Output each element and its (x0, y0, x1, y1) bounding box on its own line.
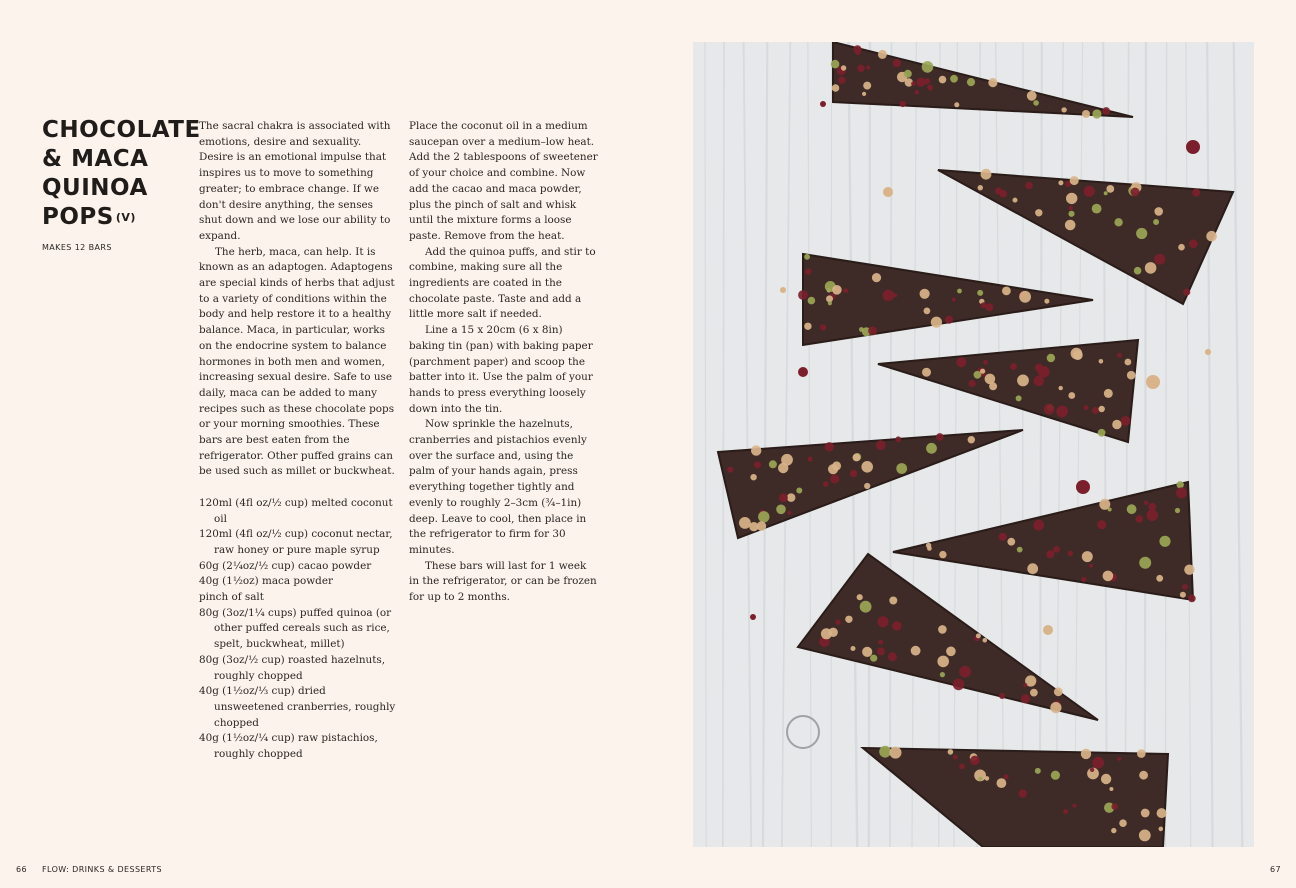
topping (751, 445, 761, 455)
topping (988, 78, 997, 87)
topping (1058, 180, 1063, 185)
topping (1184, 565, 1194, 575)
topping (750, 474, 756, 480)
topping (1019, 789, 1027, 797)
topping (1098, 429, 1106, 437)
ingredient-item: 40g (1½oz/⅓ cup) dried unsweetened cranberries, roughly chopped (199, 685, 396, 729)
topping (868, 326, 877, 335)
running-head: FLOW: DRINKS & DESSERTS (42, 865, 163, 874)
loose-nut (1043, 625, 1053, 635)
topping (922, 61, 934, 73)
topping (1082, 551, 1093, 562)
topping (1117, 757, 1121, 761)
topping (1119, 819, 1127, 827)
topping (954, 102, 959, 107)
topping (860, 601, 872, 613)
topping (1154, 207, 1163, 216)
topping (1069, 206, 1073, 210)
topping (776, 505, 786, 515)
topping (1027, 563, 1038, 574)
recipe-photo (693, 42, 1254, 847)
topping (1153, 219, 1159, 225)
topping (895, 436, 901, 442)
topping (1121, 416, 1131, 426)
topping (1084, 189, 1088, 193)
topping (1111, 828, 1116, 833)
topping (1182, 584, 1188, 590)
topping (829, 628, 838, 637)
topping (877, 647, 885, 655)
topping (985, 776, 990, 781)
intro-paragraph: The sacral chakra is associated with emotions, desire and sexuality. Desire is an emotional impulse that inspires us to move to something greater; to embrace change. If we don't desire anything, the senses shut down and we lose our ability to expand. (199, 120, 391, 242)
topping (841, 65, 846, 70)
topping (889, 597, 897, 605)
topping (855, 50, 860, 55)
topping (915, 90, 920, 95)
topping (870, 655, 877, 662)
topping (1099, 359, 1104, 364)
method-step: Now sprinkle the hazelnuts, cranberries and pistachios evenly over the surface and, using the palm of your hands again, press everything together tightly and evenly to roughly 2–3cm (¾–1in) deep. Leave to cool, then place in the refrigerator to firm for 30 minutes. (409, 418, 587, 556)
topping (1180, 592, 1186, 598)
topping (845, 616, 852, 623)
topping (1021, 694, 1030, 703)
topping (1092, 757, 1104, 769)
topping (1145, 262, 1157, 274)
topping (1192, 189, 1200, 197)
topping (1056, 406, 1068, 418)
ingredient-item: 60g (2¼oz/½ cup) cacao powder (199, 559, 372, 572)
topping (1097, 520, 1106, 529)
topping (1092, 407, 1099, 414)
topping (1114, 218, 1122, 226)
topping (1189, 239, 1198, 248)
topping (1082, 110, 1090, 118)
topping (872, 273, 881, 282)
intro-paragraph: The herb, maca, can help. It is known as an adaptogen. Adaptogens are special kinds of herbs that adjust to a variety of conditions within the body and help restore it to a healthy balance. Maca, in particular, works on the endocrine system to balance hormones in both men and women, increasing sexual desire. Safe to use daily, maca can be added to many recipes such as these chocolate pops or your morning smoothies. These bars are best eaten from the refrigerator. Other puffed grains can be used such as millet or buckwheat. (199, 245, 395, 478)
topping (863, 82, 871, 90)
topping (924, 308, 931, 315)
topping (1035, 209, 1042, 216)
topping (939, 551, 946, 558)
topping (1033, 100, 1039, 106)
topping (937, 656, 949, 668)
topping (957, 289, 962, 294)
topping (1127, 504, 1137, 514)
topping (938, 625, 947, 634)
topping (778, 463, 788, 473)
topping (1136, 228, 1147, 239)
topping (953, 755, 958, 760)
topping (999, 693, 1005, 699)
page-number-right: 67 (1270, 865, 1281, 874)
topping (1112, 420, 1121, 429)
topping (862, 92, 866, 96)
topping (893, 59, 901, 67)
topping (995, 187, 1002, 194)
topping (956, 357, 966, 367)
topping (1027, 91, 1037, 101)
topping (968, 436, 975, 443)
topping (1073, 350, 1083, 360)
topping (1134, 267, 1142, 275)
topping (981, 169, 992, 180)
topping (1146, 509, 1158, 521)
topping (859, 327, 864, 332)
topping (1131, 188, 1140, 197)
topping (920, 289, 930, 299)
page-number-left: 66 (16, 865, 27, 874)
topping (1010, 363, 1017, 370)
loose-nut (750, 614, 756, 620)
topping (1019, 291, 1031, 303)
topping (977, 290, 983, 296)
topping (1117, 353, 1122, 358)
topping (952, 298, 956, 302)
topping (883, 290, 895, 302)
topping (931, 317, 942, 328)
topping (862, 647, 872, 657)
topping (1099, 406, 1105, 412)
method-column (409, 119, 599, 606)
topping (1109, 787, 1113, 791)
topping (1104, 191, 1108, 195)
topping (1072, 804, 1076, 808)
topping (969, 380, 976, 387)
topping (926, 443, 937, 454)
topping (850, 470, 857, 477)
topping (1099, 499, 1110, 510)
topping (1047, 354, 1055, 362)
topping (936, 433, 944, 441)
topping (983, 638, 988, 643)
topping (927, 85, 933, 91)
topping (1017, 547, 1023, 553)
loose-nut (1076, 480, 1090, 494)
topping (1092, 109, 1101, 118)
topping (1054, 687, 1063, 696)
topping (1104, 389, 1113, 398)
topping (1030, 689, 1038, 697)
topping (1136, 515, 1144, 523)
topping (1089, 564, 1093, 568)
topping (851, 646, 856, 651)
topping (804, 254, 810, 260)
topping (1013, 198, 1018, 203)
topping (758, 511, 769, 522)
topping (1017, 375, 1029, 387)
loose-nut (1205, 349, 1211, 355)
loose-nut (1186, 140, 1200, 154)
topping (787, 511, 791, 515)
topping (1066, 193, 1077, 204)
topping (948, 749, 954, 755)
topping (1139, 557, 1151, 569)
topping (866, 65, 870, 69)
topping (1125, 359, 1132, 366)
topping (978, 185, 983, 190)
topping (896, 463, 907, 474)
topping (904, 70, 912, 78)
grain-line (723, 42, 724, 847)
topping (1176, 487, 1187, 498)
topping (981, 302, 987, 308)
quinoa-pops-photo (693, 42, 1254, 847)
topping (953, 679, 965, 691)
ingredient-item: 40g (1½oz) maca powder (199, 575, 333, 588)
topping (1156, 575, 1163, 582)
topping (796, 488, 802, 494)
topping (983, 360, 988, 365)
topping (857, 65, 865, 73)
title-line: QUINOA (42, 175, 148, 201)
topping (946, 647, 956, 657)
recipe-title (42, 116, 201, 232)
topping (857, 594, 863, 600)
topping (823, 481, 829, 487)
topping (959, 666, 971, 678)
topping (832, 285, 842, 295)
ingredient-list (199, 496, 397, 763)
topping (1139, 771, 1148, 780)
topping (997, 778, 1007, 788)
topping (1070, 176, 1079, 185)
topping (877, 616, 888, 627)
topping (1068, 551, 1074, 557)
topping (1035, 768, 1041, 774)
topping (959, 764, 965, 770)
topping (838, 76, 846, 84)
topping (727, 467, 733, 473)
topping (828, 301, 832, 305)
topping (1159, 827, 1164, 832)
topping (1090, 768, 1094, 772)
loose-nut (883, 187, 893, 197)
ingredient-item: 80g (3oz/1¼ cups) puffed quinoa (or other puffed cereals such as rice, spelt, buckwheat, millet) (199, 606, 392, 651)
topping (1139, 830, 1151, 842)
method-step: Place the coconut oil in a medium saucepan over a medium–low heat. Add the 2 tablespoons of sweetener of your choice and combine. Now add the cacao and maca powder, plus the pinch of salt and whisk until the mixture forms a loose paste. Remove from the heat. (409, 120, 598, 242)
topping (1144, 501, 1149, 506)
topping (739, 517, 751, 529)
topping (978, 777, 982, 781)
vegetarian-mark: (V) (115, 211, 136, 224)
topping (1046, 550, 1054, 558)
topping (1044, 299, 1049, 304)
topping (1159, 536, 1170, 547)
ingredient-item: 80g (3oz/½ cup) roasted hazelnuts, roughly chopped (199, 653, 386, 682)
topping (986, 303, 994, 311)
topping (1081, 749, 1091, 759)
title-line: CHOCOLATE (42, 117, 201, 143)
topping (749, 522, 758, 531)
topping (999, 533, 1007, 541)
topping (1033, 520, 1044, 531)
grain-line (1022, 42, 1023, 847)
topping (1106, 185, 1114, 193)
topping (878, 640, 883, 645)
topping (1007, 538, 1015, 546)
topping (916, 78, 925, 87)
loose-nut (780, 287, 786, 293)
topping (1157, 808, 1167, 818)
topping (1044, 404, 1055, 415)
ingredient-item: 120ml (4fl oz/½ cup) melted coconut oil (199, 496, 393, 525)
topping (1002, 287, 1011, 296)
topping (808, 297, 816, 305)
topping (950, 75, 958, 83)
topping (1188, 595, 1196, 603)
topping (820, 324, 826, 330)
topping (879, 746, 891, 758)
topping (1206, 231, 1217, 242)
topping (1154, 254, 1165, 265)
topping (888, 652, 897, 661)
topping (853, 454, 861, 462)
topping (779, 493, 788, 502)
topping (939, 76, 947, 84)
topping (1068, 392, 1075, 399)
topping (1178, 244, 1185, 251)
topping (1101, 774, 1111, 784)
topping (927, 546, 932, 551)
topping (1051, 771, 1060, 780)
topping (1035, 364, 1043, 372)
loose-nut (1146, 375, 1160, 389)
topping (1063, 809, 1068, 814)
topping (769, 460, 777, 468)
topping (1183, 289, 1190, 296)
topping (825, 442, 834, 451)
topping (892, 621, 902, 631)
topping (1102, 107, 1110, 115)
topping (805, 268, 811, 274)
topping (808, 456, 813, 461)
topping (1141, 809, 1150, 818)
topping (832, 84, 840, 92)
topping (843, 288, 848, 293)
topping (940, 672, 945, 677)
topping (1061, 107, 1066, 112)
loose-nut (820, 101, 826, 107)
topping (1068, 211, 1074, 217)
topping (798, 290, 808, 300)
intro-column (199, 119, 397, 763)
method-step: Add the quinoa puffs, and stir to combine, making sure all the ingredients are coated in the chocolate paste. Taste and add a little more salt if needed. (409, 245, 596, 321)
ingredient-item: pinch of salt (199, 591, 264, 604)
topping (1092, 204, 1102, 214)
topping (1023, 683, 1027, 687)
topping (754, 461, 761, 468)
topping (967, 78, 975, 86)
topping (1103, 571, 1114, 582)
topping (1137, 749, 1146, 758)
yield-label: MAKES 12 BARS (42, 243, 112, 252)
topping (876, 440, 886, 450)
topping (900, 101, 906, 107)
topping (864, 483, 870, 489)
topping (1016, 395, 1022, 401)
ingredient-item: 40g (1½oz/¼ cup) raw pistachios, roughly chopped (199, 732, 378, 761)
title-line: & MACA (42, 146, 149, 172)
topping (1084, 405, 1089, 410)
title-line-text: POPS (42, 204, 114, 230)
topping (911, 646, 921, 656)
loose-nut (798, 367, 808, 377)
topping (1050, 702, 1061, 713)
topping (1059, 386, 1063, 390)
topping (945, 316, 953, 324)
topping (1177, 481, 1184, 488)
topping (976, 633, 981, 638)
title-line (42, 203, 192, 232)
topping (787, 493, 796, 502)
ingredient-item: 120ml (4fl oz/½ cup) coconut nectar, raw honey or pure maple syrup (199, 528, 393, 556)
topping (1025, 182, 1033, 190)
topping (974, 371, 982, 379)
topping (911, 81, 916, 86)
topping (985, 374, 996, 385)
topping (1034, 376, 1045, 387)
topping (835, 620, 840, 625)
topping (1175, 508, 1180, 513)
topping (1065, 220, 1076, 231)
topping (970, 756, 980, 766)
topping (1053, 546, 1060, 553)
topping (890, 747, 902, 759)
method-step: Line a 15 x 20cm (6 x 8in) baking tin (pan) with baking paper (parchment paper) and scoop the batter into it. Use the palm of your hands to press everything loosely down into the tin. (409, 324, 593, 415)
topping (830, 474, 839, 483)
topping (1111, 803, 1118, 810)
topping (1081, 577, 1086, 582)
topping (831, 60, 840, 69)
topping (832, 461, 841, 470)
topping (1127, 371, 1136, 380)
topping (804, 323, 811, 330)
topping (878, 50, 887, 59)
topping (1004, 774, 1009, 779)
method-step: These bars will last for 1 week in the refrigerator, or can be frozen for up to 2 months. (409, 559, 597, 604)
topping (922, 368, 931, 377)
grain-line (1145, 42, 1146, 847)
topping (861, 461, 873, 473)
